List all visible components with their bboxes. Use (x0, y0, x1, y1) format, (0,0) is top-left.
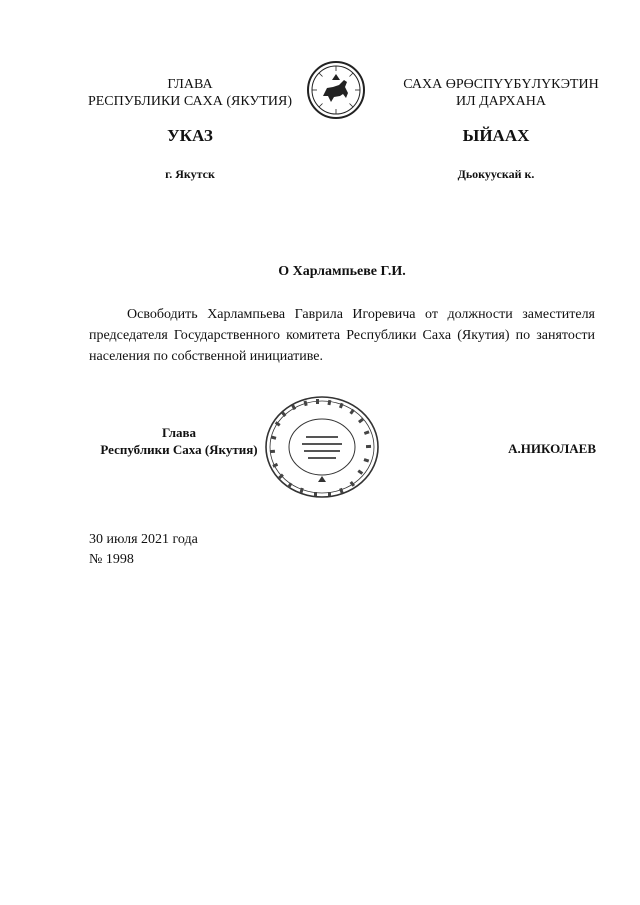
official-seal (262, 394, 382, 500)
decree-title-ru: УКАЗ (167, 126, 213, 145)
signatory-name: А.НИКОЛАЕВ (508, 441, 596, 456)
header-right-line2: ИЛ ДАРХАНА (455, 94, 546, 109)
place-ru: г. Якутск (165, 167, 215, 181)
header-left (80, 76, 300, 110)
document-heading: О Харлампьеве Г.И. (278, 264, 406, 279)
signature-title-line1: Глава (161, 425, 197, 440)
signature-title-line2: Республики Саха (Якутия) (100, 442, 258, 457)
document-number: № 1998 (89, 552, 134, 567)
header-left-line2: РЕСПУБЛИКИ САХА (ЯКУТИЯ) (87, 94, 293, 109)
header-right-line1: САХА ӨРӨСПҮҮБҮЛҮКЭТИН (403, 77, 599, 92)
place-sakha: Дьокуускай к. (457, 167, 535, 181)
document-body: Освободить Харлампьева Гаврила Игоревича от должности заместителя председателя Государственного комитета Республики Саха (Якутия) по занятости населения по собственной инициативе. (89, 307, 595, 364)
decree-title-sakha: ЫЙААХ (462, 126, 530, 145)
header-left-line1: ГЛАВА (167, 77, 213, 92)
document-date: 30 июля 2021 года (89, 532, 198, 547)
republic-emblem-icon (306, 60, 366, 120)
header-right (396, 76, 606, 110)
signature-title (89, 424, 269, 458)
